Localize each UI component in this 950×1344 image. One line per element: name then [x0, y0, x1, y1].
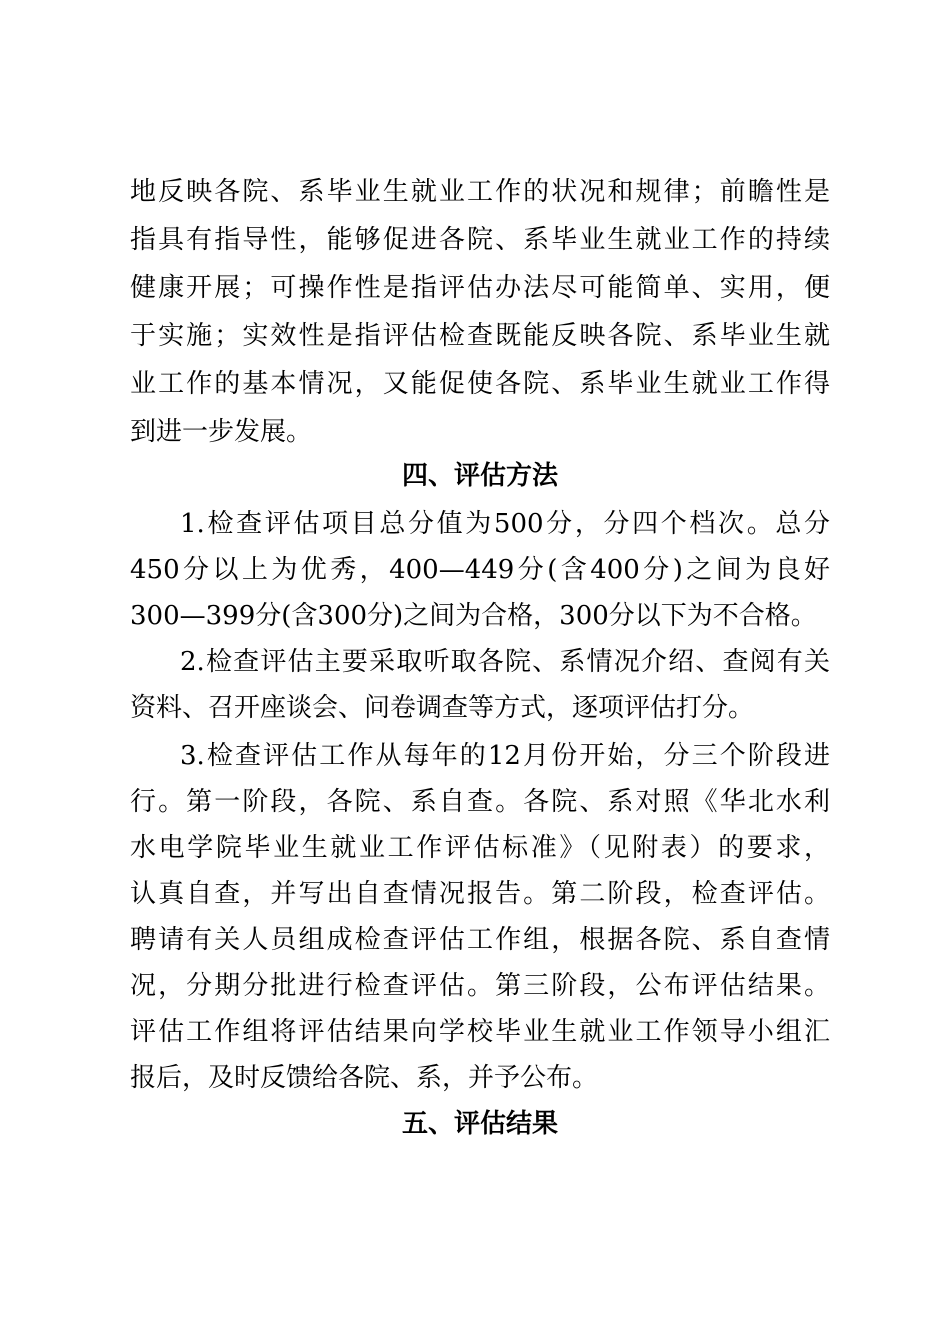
item-3-line: 况，分期分批进行检查评估。第三阶段，公布评估结果。 [130, 971, 830, 1001]
paragraph-line: 地反映各院、系毕业生就业工作的状况和规律；前瞻性是 [130, 177, 830, 207]
item-3-line: 水电学院毕业生就业工作评估标准》（见附表）的要求， [130, 833, 830, 863]
paragraph-line: 健康开展；可操作性是指评估办法尽可能简单、实用，便 [130, 273, 830, 303]
item-2-line: 资料、召开座谈会、问卷调查等方式，逐项评估打分。 [130, 693, 755, 723]
item-1-line: 300—399分(含300分)之间为合格，300分以下为不合格。 [130, 601, 817, 631]
item-1-line: 450分以上为优秀，400—449分(含400分)之间为良好 [130, 555, 830, 585]
item-2-line: 2.检查评估主要采取听取各院、系情况介绍、查阅有关 [180, 647, 830, 677]
section-heading-results: 五、评估结果 [401, 1109, 558, 1139]
item-3-line: 3.检查评估工作从每年的12月份开始，分三个阶段进 [180, 741, 830, 771]
item-3-line: 评估工作组将评估结果向学校毕业生就业工作领导小组汇 [130, 1017, 830, 1047]
item-3-line: 报后，及时反馈给各院、系，并予公布。 [130, 1063, 599, 1093]
paragraph-line: 于实施；实效性是指评估检查既能反映各院、系毕业生就 [130, 321, 830, 351]
paragraph-line: 业工作的基本情况，又能促使各院、系毕业生就业工作得 [130, 369, 830, 399]
item-3-line: 认真自查，并写出自查情况报告。第二阶段，检查评估。 [130, 879, 830, 909]
paragraph-line: 到进一步发展。 [130, 417, 313, 447]
item-1-line: 1.检查评估项目总分值为500分，分四个档次。总分 [180, 509, 830, 539]
section-heading-methods: 四、评估方法 [401, 461, 558, 491]
item-3-line: 行。第一阶段，各院、系自查。各院、系对照《华北水利 [130, 787, 830, 817]
paragraph-line: 指具有指导性，能够促进各院、系毕业生就业工作的持续 [130, 225, 830, 255]
item-3-line: 聘请有关人员组成检查评估工作组，根据各院、系自查情 [130, 925, 830, 955]
